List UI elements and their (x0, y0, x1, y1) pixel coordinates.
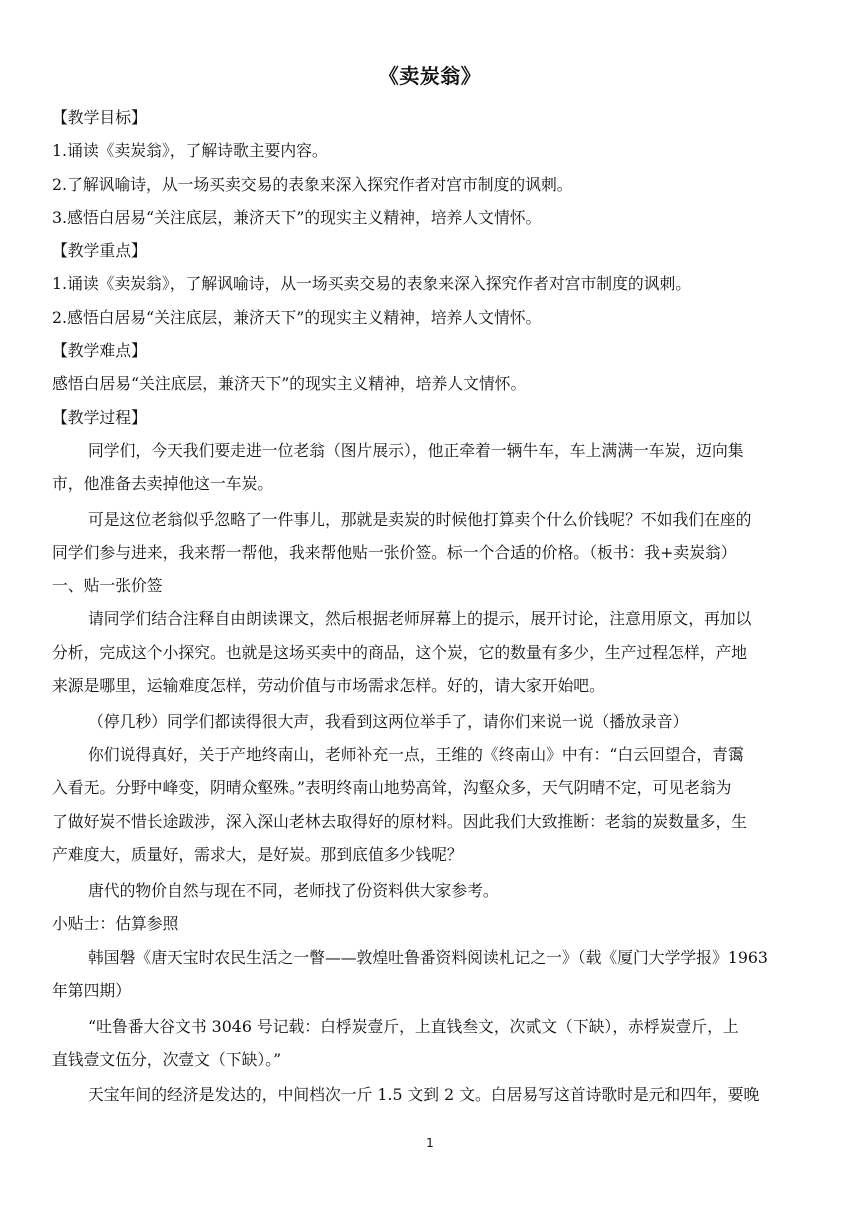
text-line: 唐代的物价自然与现在不同，老师找了份资料供大家参考。 (88, 881, 499, 900)
text-line: 【教学重点】 (52, 241, 147, 260)
text-line: 产难度大，质量好，需求大，是好炭。那到底值多少钱呢？ (52, 845, 463, 864)
text-line: 2.感悟白居易“关注底层，兼济天下”的现实主义精神，培养人文情怀。 (52, 308, 542, 327)
text-line: 直钱壹文伍分，次壹文（下缺）。” (52, 1050, 282, 1069)
text-line: 你们说得真好，关于产地终南山，老师补充一点，王维的《终南山》中有：“白云回望合，青霭 (88, 745, 744, 764)
text-line: 同学们参与进来，我来帮一帮他，我来帮他贴一张价签。标一个合适的价格。（板书：我+卖炭翁） (52, 543, 737, 562)
text-line: （停几秒）同学们都读得很大声，我看到这两位举手了，请你们来说一说（播放录音） (88, 712, 689, 731)
text-line: 【教学难点】 (52, 341, 147, 360)
text-line: 【教学目标】 (52, 108, 147, 127)
page-title: 《卖炭翁》 (378, 64, 482, 88)
text-line: “吐鲁番大谷文书 3046 号记载：白桴炭壹斤，上直钱叁文，次贰文（下缺），赤桴炭壹斤，上 (88, 1017, 739, 1036)
text-line: 【教学过程】 (52, 408, 147, 427)
text-line: 入看无。分野中峰变，阴晴众壑殊。”表明终南山地势高耸，沟壑众多，天气阴晴不定，可见老翁为 (52, 778, 732, 797)
text-line: 市，他准备去卖掉他这一车炭。 (52, 474, 274, 493)
text-line: 请同学们结合注释自由朗读课文，然后根据老师屏幕上的提示，展开讨论，注意用原文，再加以 (88, 609, 752, 628)
text-line: 天宝年间的经济是发达的，中间档次一斤 1.5 文到 2 文。白居易写这首诗歌时是元和四年，要晚 (88, 1085, 760, 1104)
text-line: 分析，完成这个小探究。也就是这场买卖中的商品，这个炭，它的数量有多少，生产过程怎样，产地 (52, 643, 748, 662)
text-line: 3.感悟白居易“关注底层，兼济天下”的现实主义精神，培养人文情怀。 (52, 208, 542, 227)
text-line: 一、贴一张价签 (52, 576, 163, 595)
text-line: 年第四期） (52, 981, 131, 1000)
text-line: 同学们，今天我们要走进一位老翁（图片展示），他正牵着一辆牛车，车上满满一车炭，迈向集 (88, 441, 744, 460)
text-line: 感悟白居易“关注底层，兼济天下”的现实主义精神，培养人文情怀。 (52, 374, 527, 393)
text-line: 1.诵读《卖炭翁》，了解诗歌主要内容。 (52, 141, 328, 160)
text-line: 韩国磐《唐天宝时农民生活之一瞥——敦煌吐鲁番资料阅读札记之一》（载《厦门大学学报》1963 (88, 948, 768, 967)
text-line: 可是这位老翁似乎忽略了一件事儿，那就是卖炭的时候他打算卖个什么价钱呢？不如我们在座的 (88, 510, 752, 529)
text-line: 1.诵读《卖炭翁》，了解讽喻诗，从一场买卖交易的表象来深入探究作者对宫市制度的讽刺。 (52, 274, 692, 293)
text-line: 2.了解讽喻诗，从一场买卖交易的表象来深入探究作者对宫市制度的讽刺。 (52, 175, 573, 194)
text-line: 了做好炭不惜长途跋涉，深入深山老林去取得好的原材料。因此我们大致推断：老翁的炭数量多，生 (52, 812, 748, 831)
text-line: 来源是哪里，运输难度怎样，劳动价值与市场需求怎样。好的，请大家开始吧。 (52, 676, 605, 695)
page-number: 1 (426, 1136, 434, 1150)
text-line: 小贴士：估算参照 (52, 914, 179, 933)
